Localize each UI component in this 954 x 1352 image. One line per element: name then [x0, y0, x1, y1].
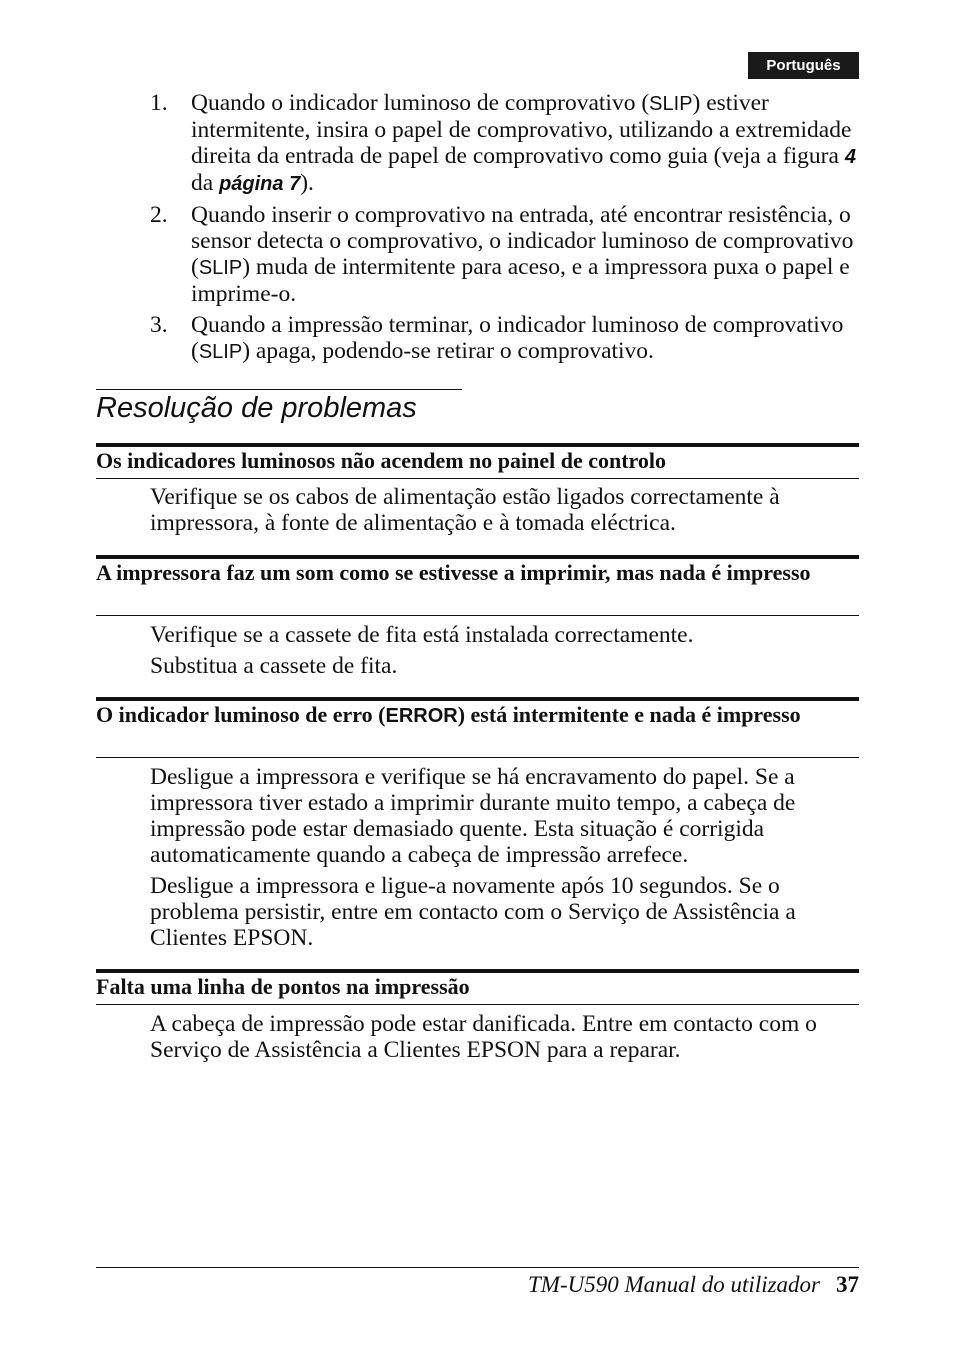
issue-title: A impressora faz um som como se estivesse a imprimir, mas nada é impresso: [96, 560, 811, 585]
slip-label: SLIP: [649, 93, 693, 115]
step-2: [150, 202, 870, 307]
issue-rule-bottom: [96, 478, 859, 479]
issue-paragraph: Desligue a impressora e ligue-a novamente após 10 segundos. Se o problema persistir, entre em contacto com o Serviço de Assistência a Clientes EPSON.: [150, 873, 796, 951]
footer-rule: [96, 1267, 859, 1268]
issue-rule-top: [96, 555, 859, 559]
step-number: 1.: [150, 90, 168, 116]
step-number: 3.: [150, 312, 168, 338]
issue-paragraph: Substitua a cassete de fita.: [150, 653, 398, 679]
step-3: [150, 312, 870, 365]
figure-ref: 4: [844, 146, 856, 168]
step-text: Quando inserir o comprovativo na entrada, até encontrar resistência, o sensor detecta o comprovativo, o indicador luminoso de comprovativo (SLIP) muda de intermitente para aceso, e a impressora puxa o papel e imprime-o.: [191, 202, 854, 307]
issue-paragraph: Desligue a impressora e verifique se há encravamento do papel. Se a impressora tiver estado a imprimir durante muito tempo, a cabeça de impressão pode estar demasiado quente. Esta situação é corrigida automaticamente quando a cabeça de impressão arrefece.: [150, 764, 796, 868]
issue-title: Falta uma linha de pontos na impressão: [96, 974, 470, 999]
issue-title: O indicador luminoso de erro (ERROR) está intermitente e nada é impresso: [96, 702, 801, 727]
issue-rule-top: [96, 443, 859, 447]
issue-rule-top: [96, 697, 859, 701]
issue-title: Os indicadores luminosos não acendem no painel de controlo: [96, 448, 667, 473]
language-tab: Português: [748, 52, 859, 79]
issue-paragraph: Verifique se a cassete de fita está instalada correctamente.: [150, 622, 694, 648]
issue-rule-bottom: [96, 1004, 859, 1005]
issue-paragraph: Verifique se os cabos de alimentação estão ligados correctamente à impressora, à fonte de alimentação e à tomada eléctrica.: [150, 484, 780, 536]
manual-title: TM-U590 Manual do utilizador: [528, 1272, 820, 1297]
page-ref: página 7: [219, 173, 301, 195]
page-number: 37: [836, 1272, 859, 1297]
instruction-steps: [150, 90, 870, 370]
error-label: ERROR: [385, 705, 458, 727]
step-number: 2.: [150, 202, 168, 228]
issue-paragraph: A cabeça de impressão pode estar danificada. Entre em contacto com o Serviço de Assistência a Clientes EPSON para a reparar.: [150, 1011, 817, 1063]
issue-body: [150, 622, 870, 684]
issue-body: [150, 484, 870, 541]
step-1: [150, 90, 870, 197]
step-text: Quando a impressão terminar, o indicador luminoso de comprovativo (SLIP) apaga, podendo-se retirar o comprovativo.: [191, 312, 844, 364]
issue-body: [150, 1011, 870, 1068]
section-title: Resolução de problemas: [96, 392, 417, 424]
issue-rule-bottom: [96, 757, 859, 758]
issue-body: [150, 764, 870, 956]
slip-label: SLIP: [198, 257, 243, 279]
issue-rule-bottom: [96, 615, 859, 616]
footer: [528, 1270, 859, 1300]
slip-label: SLIP: [198, 341, 243, 363]
step-text: Quando o indicador luminoso de comprovativo (SLIP) estiver intermitente, insira o papel de comprovativo, utilizando a extremidade direita da entrada de papel de comprovativo como guia (veja a figura 4 da página 7).: [191, 90, 856, 196]
issue-rule-top: [96, 969, 859, 973]
